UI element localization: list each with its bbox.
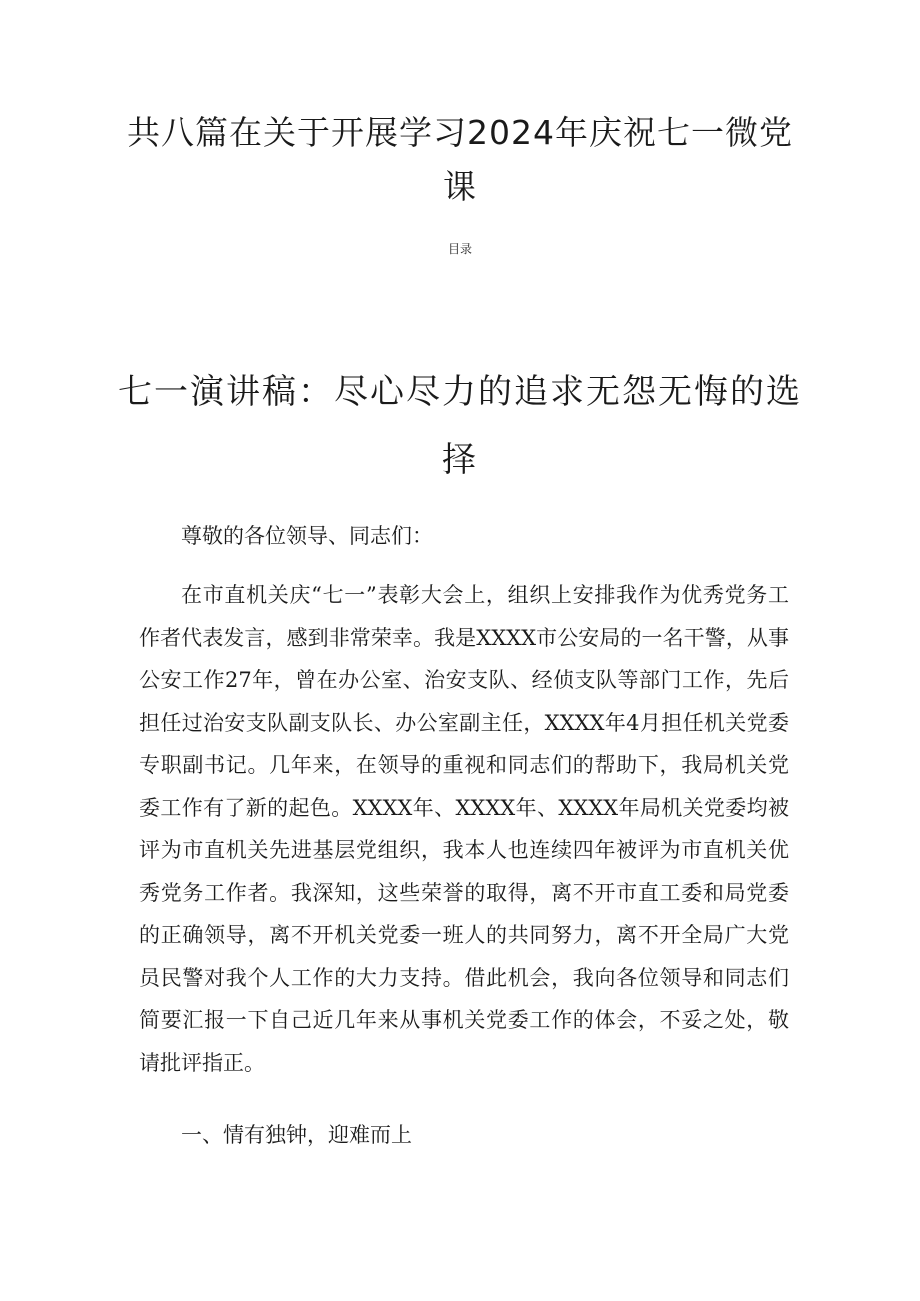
section-title: 七一演讲稿：尽心尽力的追求无怨无悔的选择 (118, 372, 802, 480)
body-paragraph: 在市直机关庆“七一”表彰大会上，组织上安排我作为优秀党务工作者代表发言，感到非常荣幸。我是XXXX市公安局的一名干警，从事公安工作27年，曾在办公室、治安支队、经侦支队等部门工作，先后担任过治安支队副支队长、办公室副主任，XXXX年4月担任机关党委专职副书记。几年来，在领导的重视和同志们的帮助下，我局机关党委工作有了新的起色。XXXX年、XXXX年、XXXX年局机关党委均被评为市直机关先进基层党组织，我本人也连续四年被评为市直机关优秀党务工作者。我深知，这些荣誉的取得，离不开市直工委和局党委的正确领导，离不开机关党委一班人的共同努力，离不开全局广大党员民警对我个人工作的大力支持。借此机会，我向各位领导和同志们简要汇报一下自己近几年来从事机关党委工作的体会，不妥之处，敬请批评指正。 (139, 583, 789, 1075)
salutation: 尊敬的各位领导、同志们： (181, 524, 433, 548)
section-heading: 一、情有独钟，迎难而上 (181, 1123, 412, 1147)
document-title: 共八篇在关于开展学习2024年庆祝七一微党课 (127, 113, 793, 206)
toc-label: 目录 (447, 242, 472, 256)
